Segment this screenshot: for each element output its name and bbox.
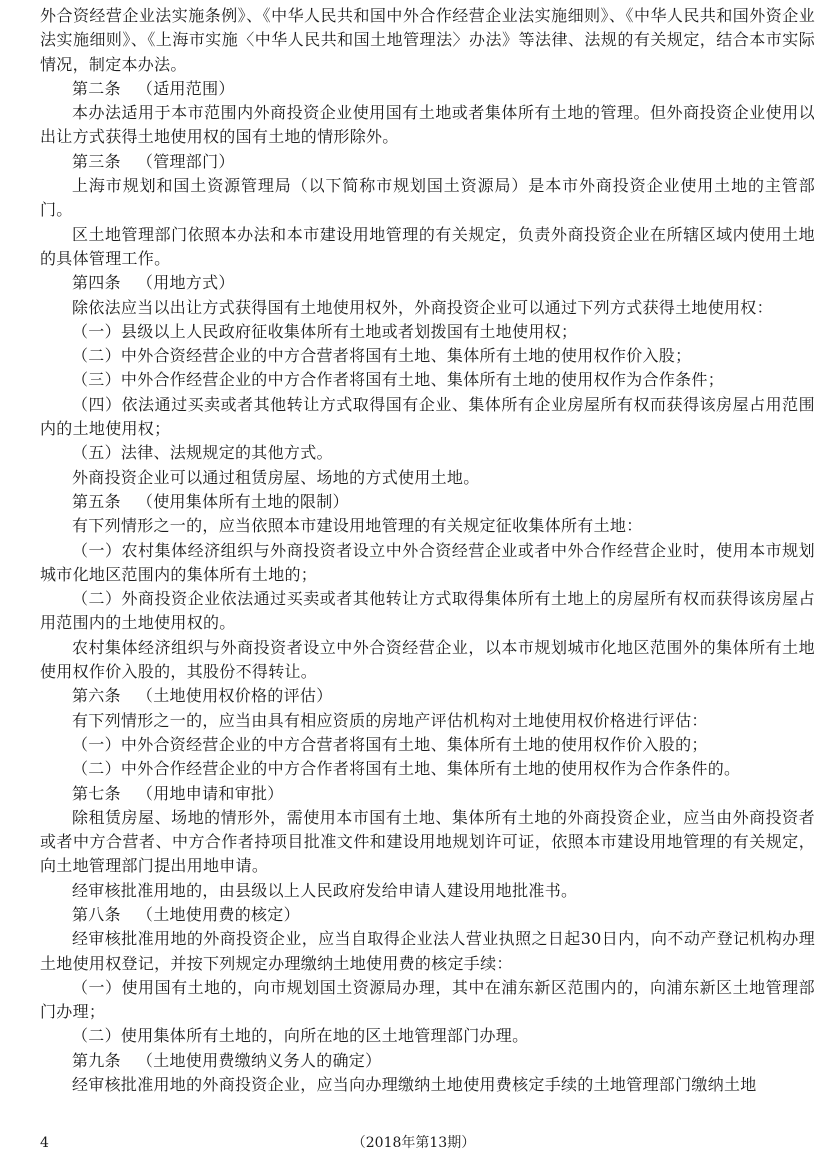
article-number: 第九条 [72,1050,121,1070]
article-number: 第四条 [72,273,121,293]
page-number: 4 [40,1135,49,1151]
article-title: （土地使用费缴纳义务人的确定） [136,1050,382,1070]
issue-label: （2018年第13期） [351,1135,476,1151]
article-heading [40,77,815,101]
paragraph: （一）中外合资经营企业的中方合营者将国有土地、集体所有土地的使用权作价入股的； [72,734,708,754]
paragraph: （一）农村集体经济组织与外商投资者设立中外合资经营企业或者中外合作经营企业时，使用本市规划城市化地区范围内的集体所有土地的； [40,540,815,584]
article-heading [40,782,815,806]
article-title: （使用集体所有土地的限制） [136,491,349,511]
article-number: 第三条 [72,151,121,171]
paragraph: 上海市规划和国土资源管理局（以下简称市规划国土资源局）是本市外商投资企业使用土地的主管部门。 [40,176,815,220]
paragraph: 除依法应当以出让方式获得国有土地使用权外，外商投资企业可以通过下列方式获得土地使用权： [72,297,773,317]
paragraph: （二）中外合作经营企业的中方合作者将国有土地、集体所有土地的使用权作为合作条件的。 [72,759,741,779]
article-title: （土地使用权价格的评估） [136,686,333,706]
paragraph: 有下列情形之一的，应当由具有相应资质的房地产评估机构对土地使用权价格进行评估： [72,710,708,730]
article-number: 第六条 [72,686,121,706]
article-heading [40,150,815,174]
article-number: 第五条 [72,491,121,511]
paragraph: （一）县级以上人民政府征收集体所有土地或者划拨国有土地使用权； [72,321,578,341]
paragraph: （二）使用集体所有土地的，向所在地的区土地管理部门办理。 [72,1026,529,1046]
article-heading [40,490,815,514]
article-title: （用地方式） [136,273,235,293]
article-number: 第二条 [72,78,121,98]
paragraph: 区土地管理部门依照本办法和本市建设用地管理的有关规定，负责外商投资企业在所辖区域内使用土地的具体管理工作。 [40,224,815,268]
article-heading [40,684,815,708]
page-footer [0,1130,827,1156]
document-body [40,4,815,1097]
paragraph: （四）依法通过买卖或者其他转让方式取得国有企业、集体所有企业房屋所有权而获得该房屋占用范围内的土地使用权； [40,394,815,439]
paragraph: 本办法适用于本市范围内外商投资企业使用国有土地或者集体所有土地的管理。但外商投资企业使用以出让方式获得土地使用权的国有土地的情形除外。 [40,103,815,147]
article-title: （管理部门） [136,151,235,171]
paragraph: 外商投资企业可以通过租赁房屋、场地的方式使用土地。 [72,467,480,487]
article-title: （土地使用费的核定） [136,904,300,924]
paragraph: 有下列情形之一的，应当依照本市建设用地管理的有关规定征收集体所有土地： [72,516,643,536]
article-heading [40,1049,815,1073]
paragraph: （二）中外合资经营企业的中方合营者将国有土地、集体所有土地的使用权作价入股； [72,346,692,366]
paragraph: 除租赁房屋、场地的情形外，需使用本市国有土地、集体所有土地的外商投资企业，应当由外商投资者或者中方合营者、中方合作者持项目批准文件和建设用地规划许可证，依照本市建设用地管理的有关规定，向土地管理部门提出用地申请。 [40,807,815,876]
paragraph: 经审核批准用地的外商投资企业，应当向办理缴纳土地使用费核定手续的土地管理部门缴纳土地 [72,1075,757,1095]
paragraph: 外合资经营企业法实施条例》、《中华人民共和国中外合作经营企业法实施细则》、《中华人民共和国外资企业法实施细则》、《上海市实施〈中华人民共和国土地管理法〉办法》等法律、法规的有关规定，结合本市实际情况，制定本办法。 [40,6,815,74]
paragraph: 经审核批准用地的，由县级以上人民政府发给申请人建设用地批准书。 [72,880,578,900]
paragraph: （二）外商投资企业依法通过买卖或者其他转让方式取得集体所有土地上的房屋所有权而获得该房屋占用范围内的土地使用权的。 [40,589,815,633]
article-heading [40,903,815,927]
paragraph: 农村集体经济组织与外商投资者设立中外合资经营企业，以本市规划城市化地区范围外的集体所有土地使用权作价入股的，其股份不得转让。 [40,637,815,682]
article-number: 第七条 [72,783,121,803]
paragraph: （五）法律、法规规定的其他方式。 [72,443,333,463]
paragraph: （三）中外合作经营企业的中方合作者将国有土地、集体所有土地的使用权作为合作条件； [72,370,725,390]
article-title: （适用范围） [136,78,235,98]
article-number: 第八条 [72,904,121,924]
paragraph: （一）使用国有土地的，向市规划国土资源局办理，其中在浦东新区范围内的，向浦东新区土地管理部门办理； [40,977,815,1022]
article-heading [40,271,815,295]
article-title: （用地申请和审批） [136,783,284,803]
paragraph: 经审核批准用地的外商投资企业，应当自取得企业法人营业执照之日起30日内，向不动产登记机构办理土地使用权登记，并按下列规定办理缴纳土地使用费的核定手续： [40,929,815,973]
